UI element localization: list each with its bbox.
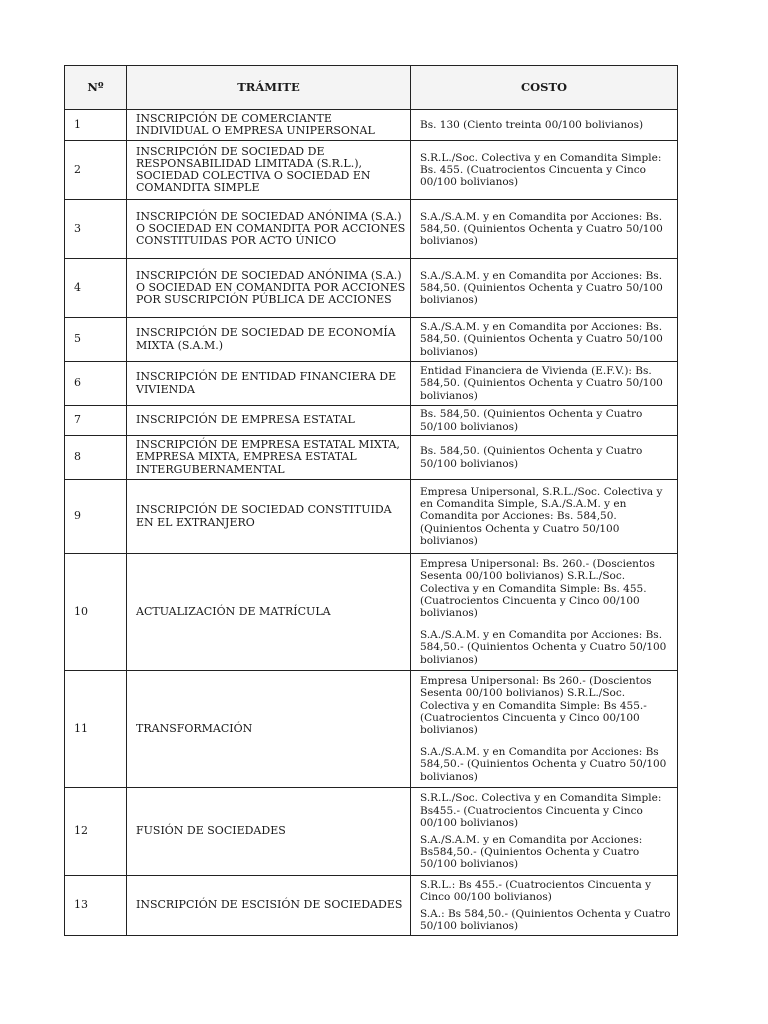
costo-paragraph: Entidad Financiera de Vivienda (E.F.V.): Bs. 584,50. (Quinientos Ochenta y Cuatro 50/100 bolivianos) <box>420 365 663 402</box>
header-costo: COSTO <box>411 66 678 110</box>
row-costo <box>411 406 678 436</box>
table-row <box>65 671 678 788</box>
table-row <box>65 876 678 936</box>
header-row <box>65 66 678 110</box>
costo-paragraph: S.A./S.A.M. y en Comandita por Acciones: Bs. 584,50. (Quinientos Ochenta y Cuatro 50/100 bolivianos) <box>420 210 663 248</box>
table-row <box>65 141 678 200</box>
table-row <box>65 436 678 480</box>
costo-paragraph: S.A./S.A.M. y en Comandita por Acciones: Bs. 584,50.- (Quinientos Ochenta y Cuatro 50/100 bolivianos) <box>420 629 667 666</box>
table-row <box>65 318 678 362</box>
row-number: 2 <box>65 141 127 200</box>
costo-paragraph: S.A.: Bs 584,50.- (Quinientos Ochenta y Cuatro 50/100 bolivianos) <box>420 908 671 933</box>
row-tramite: FUSIÓN DE SOCIEDADES <box>127 788 411 876</box>
row-costo <box>411 788 678 876</box>
costo-paragraph: Bs. 584,50. (Quinientos Ochenta y Cuatro 50/100 bolivianos) <box>420 408 643 433</box>
costo-paragraph: Bs. 130 (Ciento treinta 00/100 bolivianos) <box>420 118 644 131</box>
row-costo <box>411 259 678 318</box>
row-tramite: INSCRIPCIÓN DE COMERCIANTE INDIVIDUAL O EMPRESA UNIPERSONAL <box>127 110 411 141</box>
row-number: 11 <box>65 671 127 788</box>
row-tramite: INSCRIPCIÓN DE SOCIEDAD DE ECONOMÍA MIXTA (S.A.M.) <box>127 318 411 362</box>
table-row <box>65 554 678 671</box>
costo-paragraph: Empresa Unipersonal, S.R.L./Soc. Colectiva y en Comandita Simple, S.A./S.A.M. y en Comandita por Acciones: Bs. 584,50. (Quinientos Ochenta y Cuatro 50/100 bolivianos) <box>420 485 663 547</box>
row-number: 7 <box>65 406 127 436</box>
row-number: 1 <box>65 110 127 141</box>
table-row <box>65 406 678 436</box>
fees-table <box>64 65 678 936</box>
table-row <box>65 362 678 406</box>
row-costo <box>411 671 678 788</box>
row-tramite: TRANSFORMACIÓN <box>127 671 411 788</box>
row-tramite: INSCRIPCIÓN DE EMPRESA ESTATAL <box>127 406 411 436</box>
table-row <box>65 480 678 554</box>
table-row <box>65 259 678 318</box>
costo-paragraph: S.A./S.A.M. y en Comandita por Acciones: Bs584,50.- (Quinientos Ochenta y Cuatro 50/100 bolivianos) <box>420 834 643 871</box>
row-costo <box>411 436 678 480</box>
row-costo <box>411 141 678 200</box>
row-tramite: INSCRIPCIÓN DE ENTIDAD FINANCIERA DE VIVIENDA <box>127 362 411 406</box>
table-row <box>65 200 678 259</box>
row-costo <box>411 554 678 671</box>
table-body <box>65 110 678 936</box>
row-number: 6 <box>65 362 127 406</box>
row-costo <box>411 318 678 362</box>
row-number: 8 <box>65 436 127 480</box>
costo-paragraph: S.R.L./Soc. Colectiva y en Comandita Simple: Bs455.- (Cuatrocientos Cincuenta y Cinco 00/100 bolivianos) <box>420 792 662 829</box>
costo-paragraph: Empresa Unipersonal: Bs. 260.- (Doscientos Sesenta 00/100 bolivianos) S.R.L./Soc. Colectiva y en Comandita Simple: Bs. 455. (Cuatrocientos Cincuenta y Cinco 00/100 bolivianos) <box>420 558 655 619</box>
table-row <box>65 110 678 141</box>
row-number: 9 <box>65 480 127 554</box>
row-costo <box>411 200 678 259</box>
costo-paragraph: S.R.L./Soc. Colectiva y en Comandita Simple: Bs. 455. (Cuatrocientos Cincuenta y Cinco 00/100 bolivianos) <box>420 151 662 189</box>
row-tramite: INSCRIPCIÓN DE SOCIEDAD ANÓNIMA (S.A.) O SOCIEDAD EN COMANDITA POR ACCIONES CONSTITUIDAS POR ACTO ÚNICO <box>127 200 411 259</box>
header-tramite: TRÁMITE <box>127 66 411 110</box>
costo-paragraph: Empresa Unipersonal: Bs 260.- (Doscientos Sesenta 00/100 bolivianos) S.R.L./Soc. Colectiva y en Comandita Simple: Bs 455.- (Cuatrocientos Cincuenta y Cinco 00/100 bolivianos) <box>420 675 652 736</box>
header-number: Nº <box>65 66 127 110</box>
row-number: 13 <box>65 876 127 936</box>
row-tramite: ACTUALIZACIÓN DE MATRÍCULA <box>127 554 411 671</box>
row-tramite: INSCRIPCIÓN DE SOCIEDAD CONSTITUIDA EN EL EXTRANJERO <box>127 480 411 554</box>
row-number: 12 <box>65 788 127 876</box>
row-tramite: INSCRIPCIÓN DE SOCIEDAD ANÓNIMA (S.A.) O SOCIEDAD EN COMANDITA POR ACCIONES POR SUSCRIPCIÓN PÚBLICA DE ACCIONES <box>127 259 411 318</box>
row-costo <box>411 362 678 406</box>
costo-paragraph: S.A./S.A.M. y en Comandita por Acciones: Bs 584,50.- (Quinientos Ochenta y Cuatro 50/100 bolivianos) <box>420 746 667 783</box>
costo-paragraph: Bs. 584,50. (Quinientos Ochenta y Cuatro 50/100 bolivianos) <box>420 445 643 470</box>
row-tramite: INSCRIPCIÓN DE ESCISIÓN DE SOCIEDADES <box>127 876 411 936</box>
row-costo <box>411 480 678 554</box>
row-tramite: INSCRIPCIÓN DE SOCIEDAD DE RESPONSABILIDAD LIMITADA (S.R.L.), SOCIEDAD COLECTIVA O SOCIEDAD EN COMANDITA SIMPLE <box>127 141 411 200</box>
row-number: 10 <box>65 554 127 671</box>
row-number: 5 <box>65 318 127 362</box>
row-costo <box>411 110 678 141</box>
costo-paragraph: S.A./S.A.M. y en Comandita por Acciones: Bs. 584,50. (Quinientos Ochenta y Cuatro 50/100 bolivianos) <box>420 269 663 307</box>
costo-paragraph: S.A./S.A.M. y en Comandita por Acciones: Bs. 584,50. (Quinientos Ochenta y Cuatro 50/100 bolivianos) <box>420 321 663 358</box>
costo-paragraph: S.R.L.: Bs 455.- (Cuatrocientos Cincuenta y Cinco 00/100 bolivianos) <box>420 878 652 903</box>
table-row <box>65 788 678 876</box>
row-number: 4 <box>65 259 127 318</box>
row-costo <box>411 876 678 936</box>
row-tramite: INSCRIPCIÓN DE EMPRESA ESTATAL MIXTA, EMPRESA MIXTA, EMPRESA ESTATAL INTERGUBERNAMENTAL <box>127 436 411 480</box>
row-number: 3 <box>65 200 127 259</box>
